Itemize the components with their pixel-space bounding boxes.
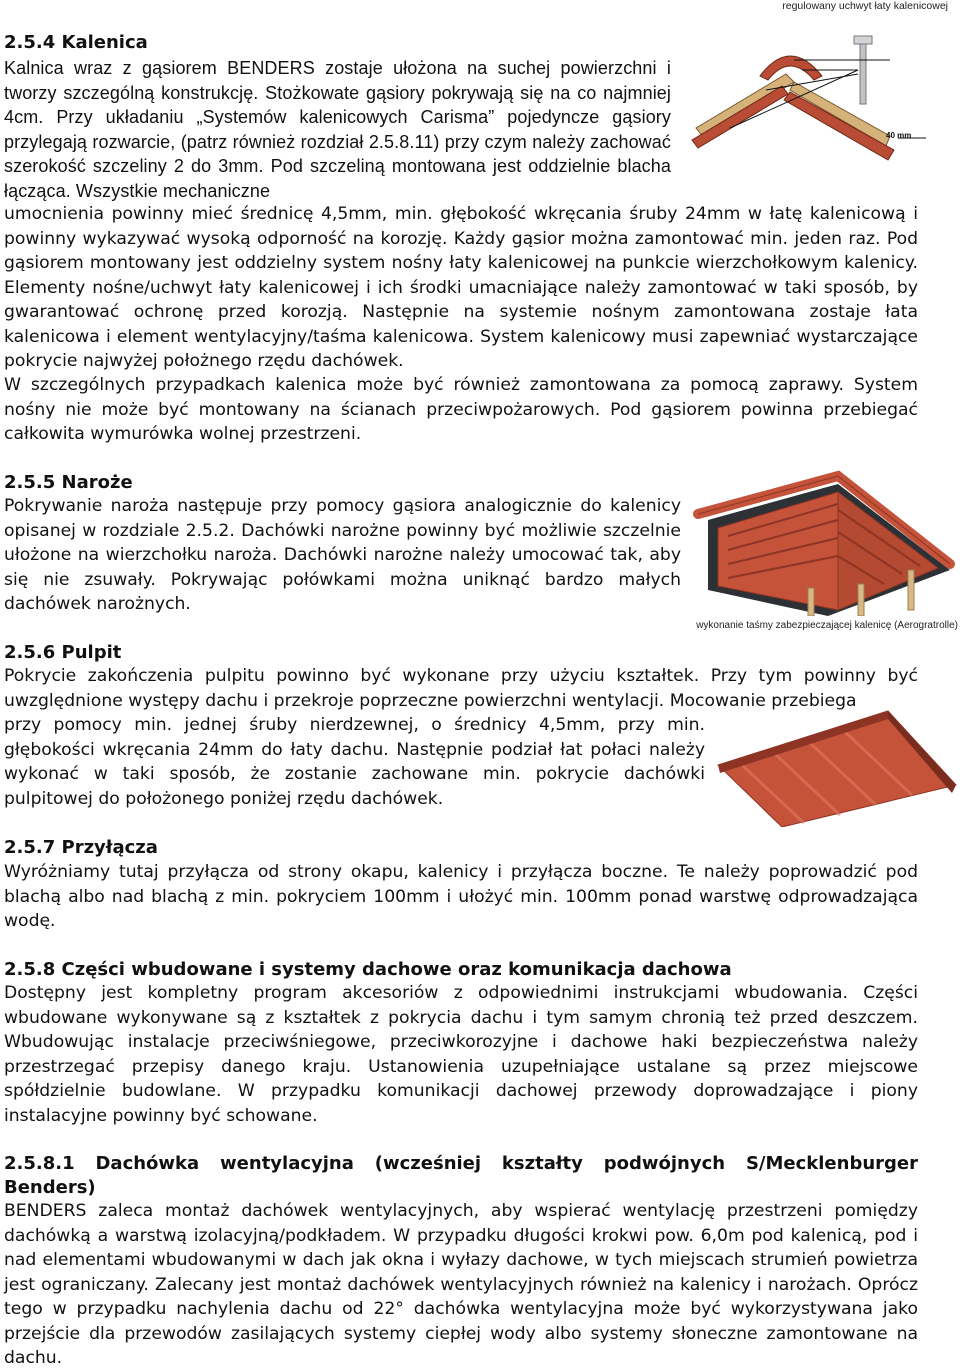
section-heading-2-5-7: 2.5.7 Przyłącza [4,837,158,858]
monopitch-ridge-illustration [712,705,960,827]
paragraph-dachowka-wentylacyjna: BENDERS zaleca montaż dachówek wentylacyjnych, aby wspierać wentylację przestrzeni pomiędzy dachówką a warstwą izolacyjną/podkładem. W przypadku długości krokwi pow. 6,0m pod kalenicą, pod i nad elementami wbudowanymi w dach jak okna i wyłazy dachowe, w tych miejscach strumień powietrza jest ograniczany. Zalecany jest montaż dachówek wentylacyjnych również na kalenicy i narożach. Oprócz tego w przypadku nachylenia dachu od 22° dachówka wentylacyjna może być wykorzystywana jako przejście dla przewodów zasilających systemy ciepłej wody albo systemy słoneczne zamontowane na dachu. [4,1201,918,1368]
paragraph-naroze: Pokrywanie naroża następuje przy pomocy gąsiora analogicznie do kalenicy opisanej w rozdziale 2.5.2. Dachówki narożne powinny być możliwie szczelnie ułożone na wierzchołku naroża. Dachówki narożne należy umocować tak, aby się nie zsuwały. Pokrywając połówkami można uniknąć bardzo małych dachówek narożnych. [4,496,681,614]
paragraph-kalenica-main: umocnienia powinny mieć średnicę 4,5mm, min. głębokość wkręcania śruby 24mm w łatę kalenicową i powinny wykazywać wysoką odporność na korozję. Każdy gąsior można zamontować min. jeden raz. Pod gąsiorem montowany jest oddzielny system nośny łaty kalenicowej na punkcie wierzchołkowym kalenicy. Elementy nośne/uchwyt łaty kalenicowej i ich środki umacniające należy zamontować w taki sposób, by gwarantować ochronę przed korozją. Następnie na systemie nośnym zamontowana zostaje łata kalenicowa i element wentylacyjny/taśma kalenicowa. System kalenicowy musi zapewniać wystarczające pokrycie najwyżej położnego rzędu dachówek. [4,204,918,371]
paragraph-kalenica-mortar: W szczególnych przypadkach kalenica może być również zamontowana za pomocą zaprawy. System nośny nie może być montowany na ścianach przeciwpożarowych. Pod gąsiorem powinna przebiegać całkowita wymurówka wolnej przestrzeni. [4,375,918,444]
paragraph-pulpit-intro: Pokrycie zakończenia pulpitu powinno być wykonane przy użyciu kształtek. Przy tym powinny być uwzględnione występy dachu i przekroje poprzeczne powierzchni wentylacji. Mocowanie przebiega [4,666,918,711]
section-heading-2-5-4: 2.5.4 Kalenica [4,32,148,53]
paragraph-kalenica-intro: Kalnica wraz z gąsiorem BENDERS zostaje ułożona na suchej powierzchni i tworzy szczególną konstrukcję. Stożkowate gąsiory pokrywają się na co najmniej 4cm. Przy układaniu „Systemów kalenicowych Carisma” pojedyncze gąsiory przylegają rozwarcie, (patrz również rozdział 2.5.8.11) przy czym należy zachować szerokość szczeliny 2 do 3mm. Pod szczeliną montowana jest oddzielnie blacha łącząca. Wszystkie mechaniczne [4,58,671,201]
ridge-section-illustration [690,30,960,170]
paragraph-czesci-wbudowane: Dostępny jest kompletny program akcesoriów z odpowiednimi instrukcjami wbudowania. Części wbudowane wykonywane są z kształtek z pokrycia dachu i tym samym chronią też przed deszczem. Wbudowując instalacje przeciwśniegowe, przeciwkorozyjne i dachowe haki bezpieczeństwa należy przestrzegać przepisy danego kraju. Ustanowienia uzupełniające ustalane są przez miejscowe spółdzielnie budowlane. W przypadku komunikacji dachowej przewody doprowadzające i piony instalacyjne powinny być schowane. [4,983,918,1126]
section-heading-2-5-8-1: 2.5.8.1 Dachówka wentylacyjna (wcześniej kształty podwójnych S/Mecklenburger Benders) [4,1153,918,1198]
caption-aerogratrolle: wykonanie taśmy zabezpieczającej kalenicę (Aerogratrolle) [696,620,958,631]
section-heading-2-5-6: 2.5.6 Pulpit [4,642,122,663]
paragraph-przylacza: Wyróżniamy tutaj przyłącza od strony okapu, kalenicy i przyłącza boczne. Te należy poprowadzić pod blachą albo nad blachą z min. pokryciem 100mm i ułożyć min. 100mm ponad warstwę odprowadzająca wodę. [4,862,918,931]
section-heading-2-5-8: 2.5.8 Części wbudowane i systemy dachowe oraz komunikacja dachowa [4,959,732,980]
paragraph-pulpit-detail: przy pomocy min. jednej śruby nierdzewnej, o średnicy 4,5mm, przy min. głębokości wkręcania 24mm do łaty dachu. Następnie podział łat połaci należy wykonać w taki sposób, że zostanie zachowane min. pokrycie dachówki pulpitowej do położonego poniżej rzędu dachówek. [4,715,705,809]
hip-roof-illustration [688,470,960,616]
header-note: regulowany uchwyt łaty kalenicowej [782,0,948,12]
section-heading-2-5-5: 2.5.5 Naroże [4,472,133,493]
figure-label-40mm: 40 mm [886,131,912,140]
